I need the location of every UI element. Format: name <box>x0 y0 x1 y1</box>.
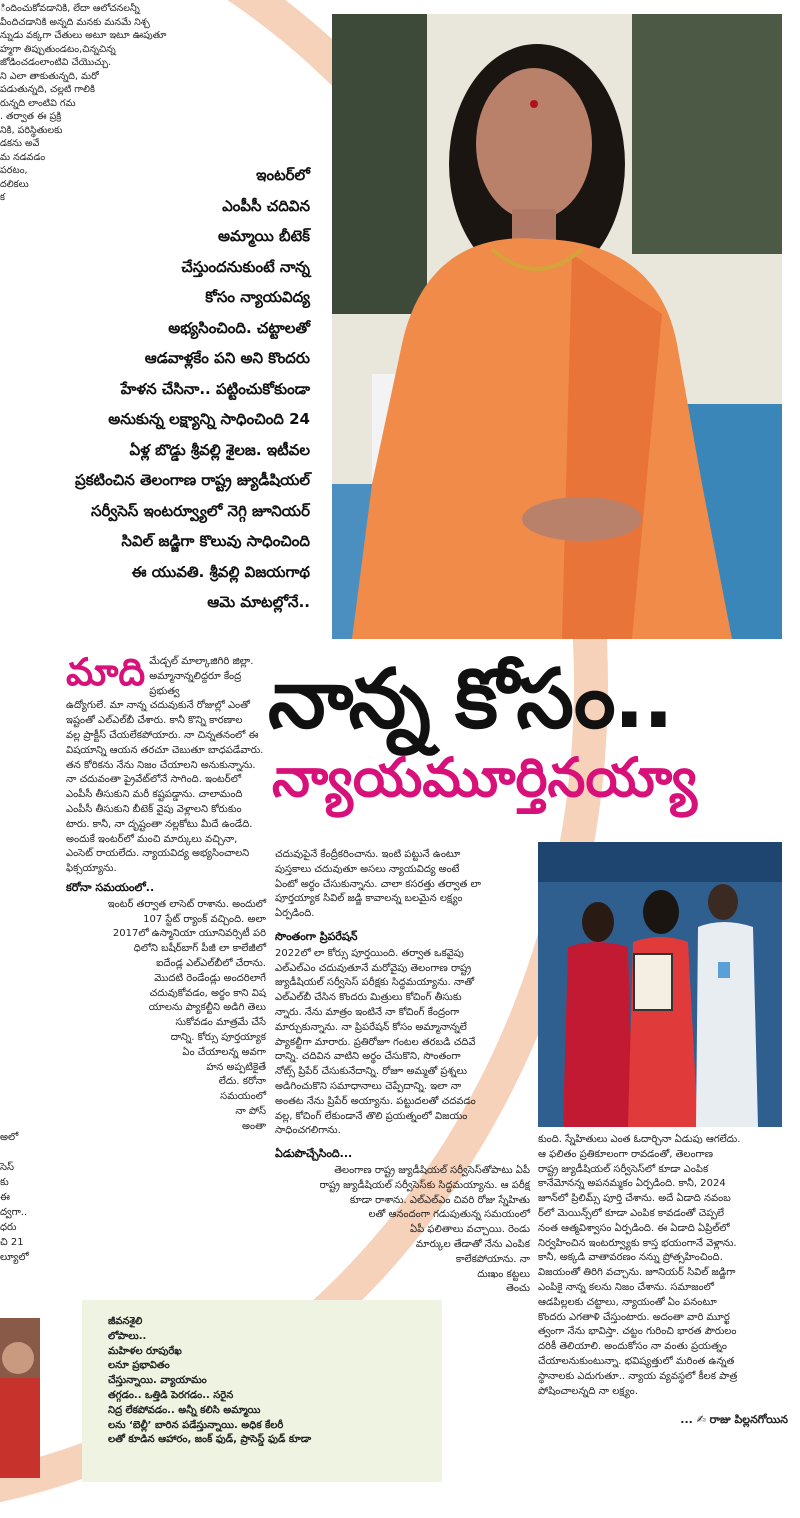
article-column-2: చదువుపైనే కేంద్రీకరించాను. ఇంటి పట్టునే ఉంటూ పుస్తకాలు చదువుతూ అసలు న్యాయవిద్య అంటే ఏంటో అర్థం చేసుకున్నాను. చాలా కసరత్తు తర్వాత లా పూర్తయ్యాక సివిల్ జడ్జి కావాలన్న బలమైన లక్ష్యం ఏర్పడింది. సొంతంగా ప్రిపరేషన్ 2022లో లా కోర్సు పూర్తయింది. తర్వాత ఒకవైపు ఎల్ఎల్ఎం చదువుతూనే మరోవైపు తెలంగాణ రాష్ట్ర జ్యుడీషియల్ సర్వీసెస్ పరీక్షకు సిద్ధమయ్యాను. నాతో ఎల్ఎల్‌బీ చేసిన కొందరు మిత్రులు కోచింగ్ తీసుకు న్నారు. నేను మాత్రం ఇంటినే నా కోచింగ్ కేంద్రంగా మార్చుకున్నాను. నా ప్రిపరేషన్ కోసం అమ్మానాన్నలే ప్యాకల్టీగా మారారు. ప్రతిరోజూ గంటల తరబడి చదివే దాన్ని. చదివిన వాటిని అర్థం చేసుకొని, సొంతంగా నోట్స్ ప్రిపేర్ చేసుకునేదాన్ని. రోజూ అమ్మతో ప్రశ్నలు అడిగించుకొని సమాధానాలు చెప్పేదాన్ని. ఇలా నా అంతట నేను ప్రిపేర్ అయ్యాను. పట్టుదలతో చదవడం వల్ల, కోచింగ్ లేకుండానే తొలి ప్రయత్నంలో విజయం సాధించగలిగాను. ఏడుపొచ్చేసింది... తెలంగాణ రాష్ట్ర జ్యుడీషియల్ సర్వీసెస్‌తోపాటు ఏపీ రాష్ట్ర జ్యుడీషియల్ సర్వీసెస్‌కు సిద్ధమయ్యాను. ఆ పరీక్ష కూడా రాశాను. ఎల్ఎల్ఎం చివరి రోజు స్నేహితు లతో ఆనందంగా గడుపుతున్న సమయంలో ఏపీ ఫలితాలు వచ్చాయి. రెండు మార్కుల తేడాతో నేను ఎంపిక కాలేకపోయాను. నా దుఃఖం కట్టలు తెంచు <box>275 849 530 1295</box>
dropcap: మాది <box>66 650 146 694</box>
headline-line-1: నాన్న కోసం.. <box>268 652 672 747</box>
subheading-corona: కరోనా సమయంలో.. <box>66 880 155 894</box>
headline-line-2: న్యాయమూర్తినయ్యా <box>272 746 697 809</box>
portrait-photo <box>332 14 782 639</box>
event-photo <box>538 842 782 1127</box>
article-column-3: కుంది. స్నేహితులు ఎంత ఓదార్చినా ఏడుపు ఆగలేదు. ఆ ఫలితం ప్రతికూలంగా రావడంతో, తెలంగాణ రాష్ట్ర జ్యుడీషియల్ సర్వీసెస్‌లో కూడా ఎంపిక కానేమోనన్న అపనమ్మకం ఏర్పడింది. కానీ, 2024 జూన్‌లో ప్రిలిమ్స్ పూర్తి చేశాను. అదే ఏడాది నవంబ ర్‌లో మెయిన్స్‌లో కూడా ఎంపిక కావడంతో చెప్పలే నంత ఆత్మవిశ్వాసం ఏర్పడింది. ఈ ఏడాది ఏప్రిల్‌లో నిర్వహించిన ఇంటర్వ్యూకు కాస్త భయంగానే వెళ్లాను. కానీ, అక్కడి వాతావరణం నన్ను ప్రోత్సహించింది. విజయంతో తిరిగి వచ్చాను. జూనియర్ సివిల్ జడ్జిగా ఎంపికై నాన్న కలను నిజం చేశాను. సమాజంలో ఆడపిల్లలకు చట్టాలు, న్యాయంతో ఏం పనంటూ కొందరు ఎగతాళి చేస్తుంటారు. అదంతా వారి మూర్ఖ త్వంగా నేను భావిస్తా. చట్టం గురించి భారత పౌరులం దరికీ తెలియాలి. అందుకోసం నా వంతు ప్రయత్నం చేయాలనుకుంటున్నా. భవిష్యత్తులో మరింత ఉన్నత స్థానాలకు ఎదుగుతూ.. న్యాయ వ్యవస్థలో కీలక పాత్ర పోషించాలన్నది నా లక్ష్యం. ... ✍ రాజు పిల్లనగోయిన <box>538 1134 788 1427</box>
left-edge-fragments: అలో సెస్ కు ఈ ద్వగా.. ధరు చి 21 ల్యూలో <box>0 1132 29 1263</box>
subheading-self-preparation: సొంతంగా ప్రిపరేషన్ <box>275 929 358 943</box>
article-column-1: మాది మేడ్చల్ మాల్కాజిగిరి జిల్లా. అమ్మానాన్నలిద్దరూ కేంద్ర ప్రభుత్వ ఉద్యోగులే. మా నాన్న చదువుకునే రోజుల్లో ఎంతో ఇష్టంతో ఎల్ఎల్‌బీ చేశారు. కానీ కొన్ని కారణాల వల్ల ప్రాక్టీస్ చేయలేకపోయారు. నా చిన్నతనంలో ఈ విషయాన్ని ఆయన తరచూ చెబుతూ బాధపడేవారు. తన కోరికను నేను నిజం చేయాలని అనుకున్నాను. నా చదువంతా ప్రైవేట్‌లోనే సాగింది. ఇంటర్‌లో ఎంపీసీ తీసుకుని మరీ కష్టపడ్డాను. చాలామంది ఎంపీసీ తీసుకుని బీటెక్ వైపు వెళ్లాలని కోరుకుం టారు. కానీ, నా దృష్టంతా నల్లకోటు మీదే ఉండేది. అందుకే ఇంటర్‌లో మంచి మార్కులు వచ్చినా, ఎంసెట్ రాయలేదు. న్యాయవిద్య అభ్యసించాలని ఫిక్సయ్యాను. కరోనా సమయంలో.. ఇంటర్ తర్వాత లాసెట్ రాశాను. అందులో 107 స్టేట్ ర్యాంక్ వచ్చింది. అలా 2017లో ఉస్మానియా యూనివర్సిటీ పరి ధిలోని బషీర్‌బాగ్ పీజీ లా కాలేజీలో ఐదేండ్ల ఎల్ఎల్‌బీలో చేరాను. మొదటి రెండేండ్లు అందరిలాగే చదువుకోవడం, అర్థం కాని విష యాలను ప్యాకల్టీని అడిగి తెలు సుకోవడం మాత్రమే చేసే దాన్ని. కోర్సు పూర్తయ్యాక ఏం చేయాలన్న అవగా హన అప్పటికైతే లేదు. కరోనా సమయంలో నా పోస్ అంతా <box>66 650 266 1132</box>
byline: ... ✍ రాజు పిల్లనగోయిన <box>680 1413 788 1427</box>
lead-paragraph: ఇంటర్‌లో ఎంపీసీ చదివిన అమ్మాయి బీటెక్ చేస్తుందనుకుంటే నాన్న కోసం న్యాయవిద్య అభ్యసించింది. చట్టాలతో ఆడవాళ్లకేం పని అని కొందరు హేళన చేసినా.. పట్టించుకోకుండా అనుకున్న లక్ష్యాన్ని సాధించింది 24 ఏళ్ల బొడ్డు శ్రీవల్లి శైలజ. ఇటీవల ప్రకటించిన తెలంగాణ రాష్ట్ర జ్యుడీషియల్ సర్వీసెస్ ఇంటర్వ్యూలో నెగ్గి జూనియర్ సివిల్ జడ్జిగా కొలువు సాధించింది ఈ యువతి. శ్రీవల్లి విజయగాథ ఆమె మాటల్లోనే.. <box>75 166 310 611</box>
left-edge-photo <box>0 1318 40 1478</box>
top-left-partial-text: ిందించుకోవడానికి, లేదా ఆలోచనలన్నీ వీందిచడానికి అన్నది మనకు మనమే నిశ్చ న్నుడు వక్కగా చేతులు అటూ ఇటూ ఊపుతూ హ్మగా తిప్పుతుండటం,చిన్నచిన్న జోడించడంలాంటివి చేయొచ్చు. ని ఎలా తాకుతున్నది, మరో పడుతున్నది, చల్లటి గాలికి రున్నది లాంటివి గమ . తర్వాత ఈ ప్రక్రి నికి, పరిస్థితులకు డకను అవే మ నడవడం పరటం, దలికలు క <box>0 3 167 203</box>
subheading-cried: ఏడుపొచ్చేసింది... <box>275 1147 353 1161</box>
sidebar-box-text: జీవనశైలి లోపాలు.. మహిళల రూపురేఖ లనూ ప్రభావితం చేస్తున్నాయి. వ్యాయామం తగ్గడం.. ఒత్తిడి పెరగడం.. సరైన నిద్ర లేకపోవడం.. అన్నీ కలిసి అమ్మాయి లను ‘బెల్లీ’ బారిన పడేస్తున్నాయి. అధిక కేలరీ లతో కూడిన ఆహారం, జంక్ ఫుడ్, ప్రాసెస్డ్ ఫుడ్ కూడా <box>108 1316 312 1446</box>
